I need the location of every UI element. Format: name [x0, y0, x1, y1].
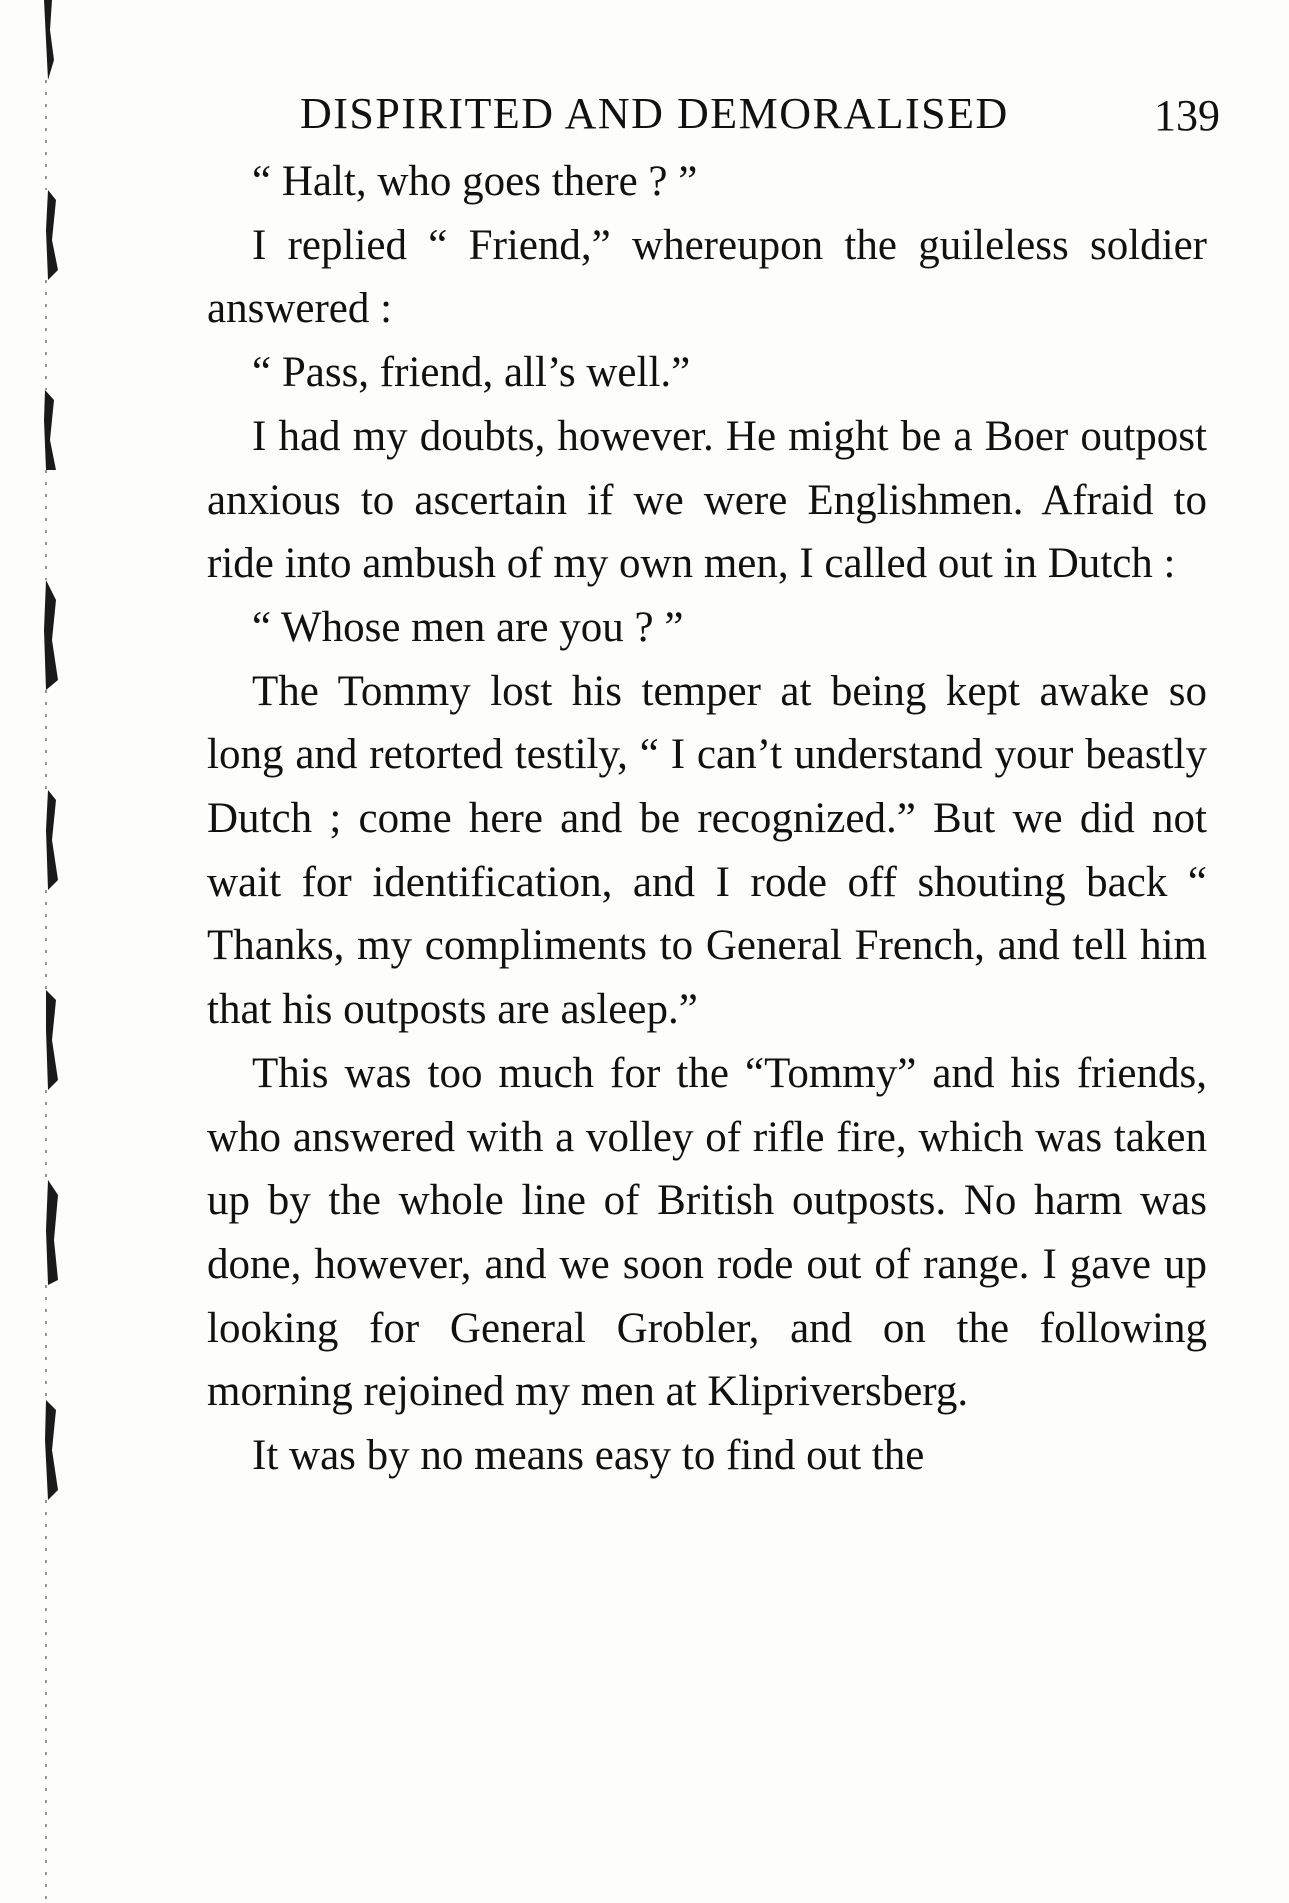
paragraph: I replied “ Friend,” whereupon the guileless soldier answered : [207, 221, 1207, 333]
body-text [207, 150, 1207, 1488]
paragraph: This was too much for the “Tommy” and his friends, who answered with a volley of rifle fire, which was taken up by the whole line of British outposts. No harm was done, however, and we soon rode out of range. I gave up looking for General Grobler, and on the following morning rejoined my men at Klipriversberg. [207, 1049, 1207, 1416]
running-head [300, 88, 1220, 148]
chapter-running-title: DISPIRITED AND DEMORALISED [300, 89, 1009, 138]
paragraph: It was by no means easy to find out the [252, 1432, 925, 1480]
paragraph: I had my doubts, however. He might be a Boer outpost anxious to ascertain if we were Englishmen. Afraid to ride into ambush of my own men, I called out in Dutch : [207, 412, 1207, 588]
paragraph: “ Pass, friend, all’s well.” [252, 349, 691, 397]
binding-edge-graphic [30, 0, 70, 1903]
page-number: 139 [1154, 91, 1220, 140]
binding-edge-marks [30, 0, 70, 1903]
paragraph: “ Halt, who goes there ? ” [252, 158, 698, 205]
paragraph: The Tommy lost his temper at being kept awake so long and retorted testily, “ I can’t understand your beastly Dutch ; come here and be recognized.” But we did not wait for identification, and I rode off shouting back “ Thanks, my compliments to General French, and tell him that his outposts are asleep.” [207, 667, 1207, 1034]
paragraph: “ Whose men are you ? ” [252, 603, 684, 651]
